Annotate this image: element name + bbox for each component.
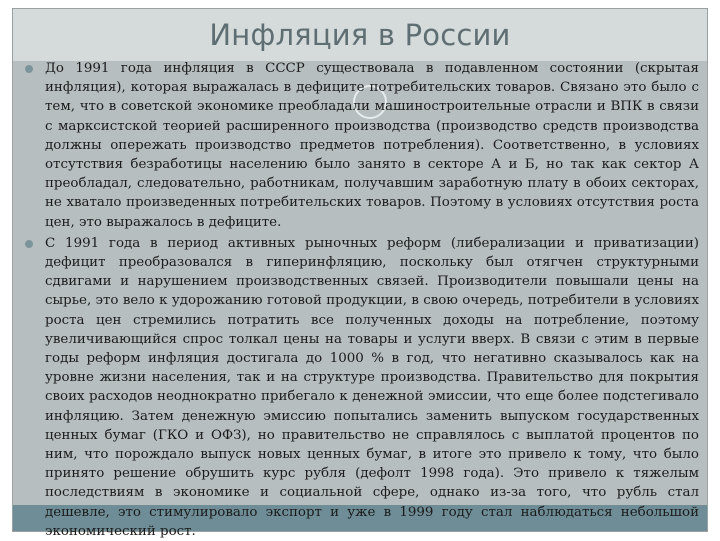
slide	[12, 8, 708, 539]
slide-content	[25, 59, 699, 539]
bullet-text: С 1991 года в период активных рыночных реформ (либерализации и приватизации) дефицит преобразовался в гиперинфляцию, поскольку был отягчен структурными сдвигами и нарушением производственных связей. Производители повышали цены на сырье, это вело к удорожанию готовой продукции, в свою очередь, потребители в условиях роста цен стремились потратить все полученных доходы на потребление, поэтому увеличивающийся спрос толкал цены на товары и услуги вверх. В связи с этим в первые годы реформ инфляция достигала до 1000 % в год, что негативно сказывалось как на уровне жизни населения, так и на структуре производства. Правительство для покрытия своих расходов неоднократно прибегало к денежной эмиссии, что еще более подстегивало инфляцию. Затем денежную эмиссию попытались заменить выпуском государственных ценных бумаг (ГКО и ОФЗ), но правительство не справлялось с выплатой процентов по ним, что порождало выпуск новых ценных бумаг, в итоге это привело к тому, что было принято решение обрушить курс рубля (дефолт 1998 года). Это привело к тяжелым последствиям в экономике и социальной сфере, однако из-за того, что рубль стал дешевле, это стимулировало экспорт и уже в 1999 году стал наблюдаться небольшой экономический рост.	[45, 235, 699, 539]
bullet-icon	[25, 240, 33, 248]
bullet-item	[25, 234, 699, 541]
slide-title: Инфляция в России	[209, 18, 511, 52]
bullet-item	[25, 59, 699, 232]
bullet-icon	[25, 65, 33, 73]
bullet-text: До 1991 года инфляция в СССР существовала в подавленном состоянии (скрытая инфляция), которая выражалась в дефиците потребительских товаров. Связано это было с тем, что в советской экономике преобладали машиностроительные отрасли и ВПК в связи с марксистской теорией расширенного производства (производство средств производства должны опережать производство предметов потребления). Соответственно, в условиях отсутствия безработицы населению было занято в секторе А и Б, но так как сектор А преобладал, следовательно, работникам, получавшим заработную плату в обоих секторах, не хватало произведенных потребительских товаров. Поэтому в условиях отсутствия роста цен, это выражалось в дефиците.	[45, 61, 699, 230]
